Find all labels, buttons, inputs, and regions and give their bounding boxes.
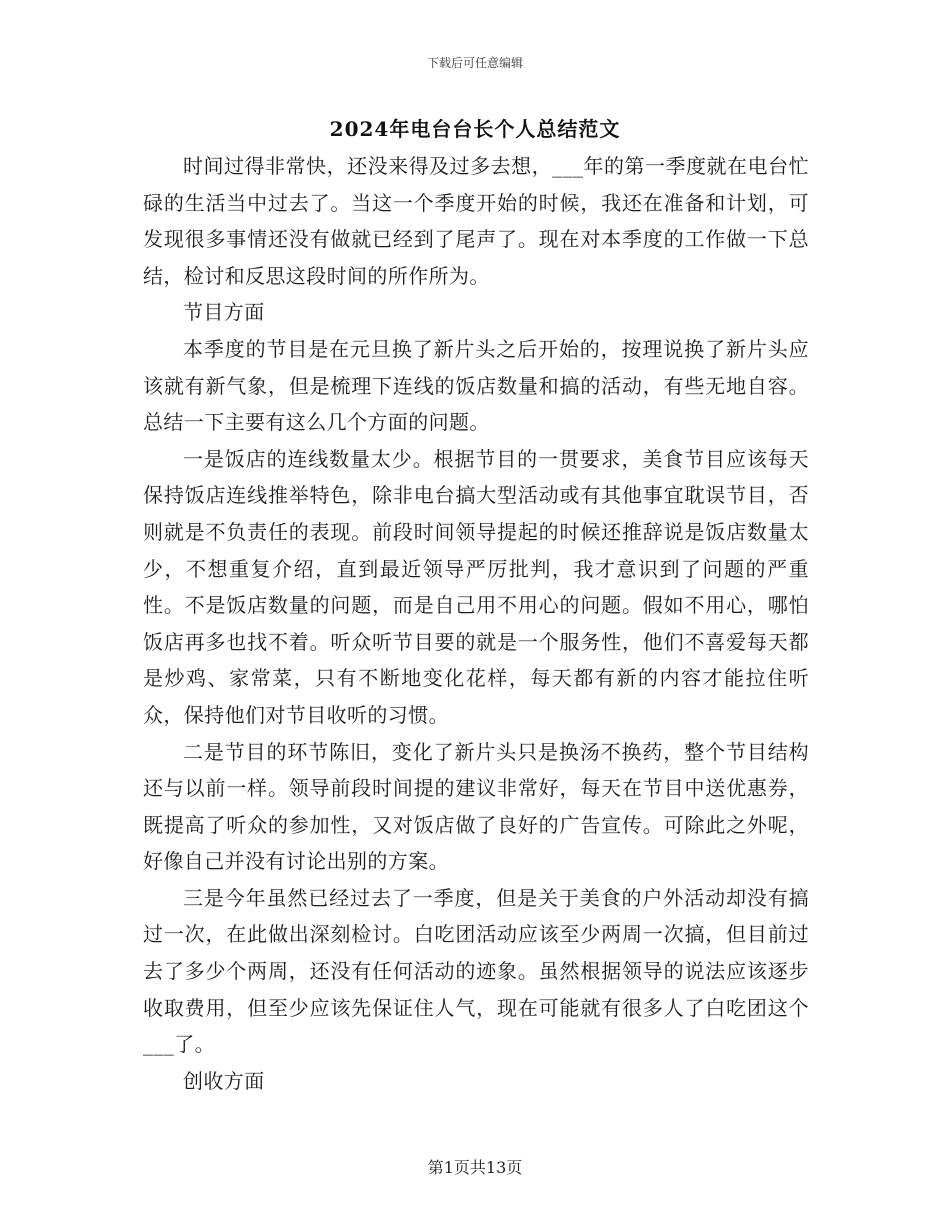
- paragraph-intro: 时间过得非常快，还没来得及过多去想，___年的第一季度就在电台忙碌的生活当中过去了。当这一个季度开始的时候，我还在准备和计划，可发现很多事情还没有做就已经到了尾声了。现在对本季度的工作做一下总结，检讨和反思这段时间的所作所为。: [143, 154, 809, 288]
- document-title: 2024年电台台长个人总结范文: [329, 117, 621, 141]
- document-body: [143, 148, 809, 1099]
- paragraph-programs-overview: 本季度的节目是在元旦换了新片头之后开始的，按理说换了新片头应该就有新气象，但是梳理下连线的饭店数量和搞的活动，有些无地自容。总结一下主要有这么几个方面的问题。: [143, 336, 809, 435]
- paragraph-issue-two: 二是节目的环节陈旧，变化了新片头只是换汤不换药，整个节目结构还与以前一样。领导前段时间提的建议非常好，每天在节目中送优惠券，既提高了听众的参加性，又对饭店做了良好的广告宣传。可除此之外呢，好像自己并没有讨论出别的方案。: [143, 739, 809, 874]
- header-note: 下载后可任意编辑: [426, 56, 523, 70]
- paragraph-issue-three: 三是今年虽然已经过去了一季度，但是关于美食的户外活动却没有搞过一次，在此做出深刻检讨。白吃团活动应该至少两周一次搞，但目前过去了多少个两周，还没有任何活动的迹象。虽然根据领导的说法应该逐步收取费用，但至少应该先保证住人气，现在可能就有很多人了白吃团这个___了。: [143, 885, 809, 1057]
- page-number: 第1页共13页: [427, 1158, 523, 1177]
- section-heading-programs: 节目方面: [183, 300, 265, 325]
- paragraph-issue-one: 一是饭店的连线数量太少。根据节目的一贯要求，美食节目应该每天保持饭店连线推举特色，除非电台搞大型活动或有其他事宜耽误节目，否则就是不负责任的表现。前段时间领导提起的时候还推辞说是饭店数量太少，不想重复介绍，直到最近领导严厉批判，我才意识到了问题的严重性。不是饭店数量的问题，而是自己用不用心的问题。假如不用心，哪怕饭店再多也找不着。听众听节目要的就是一个服务性，他们不喜爱每天都是炒鸡、家常菜，只有不断地变化花样，每天都有新的内容才能拉住听众，保持他们对节目收听的习惯。: [143, 446, 809, 727]
- section-heading-revenue: 创收方面: [183, 1068, 265, 1093]
